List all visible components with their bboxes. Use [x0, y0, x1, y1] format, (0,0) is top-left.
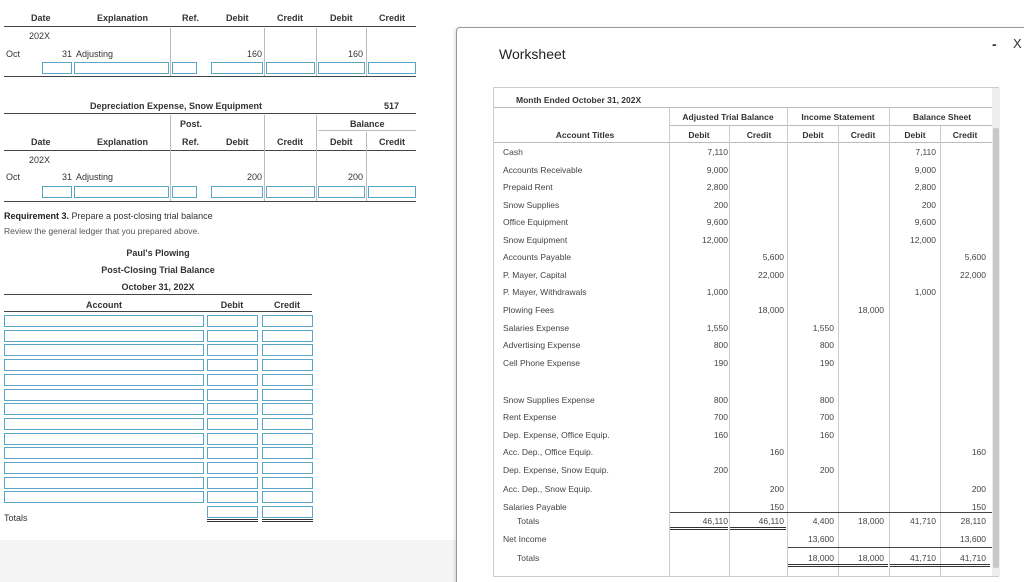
ws-net-income-is-d: 13,600 — [808, 534, 834, 544]
ledger-title: Depreciation Expense, Snow Equipment — [90, 101, 263, 111]
debit-input[interactable] — [211, 186, 263, 198]
col-ref: Ref. — [182, 13, 200, 23]
ws-row-16-atb-d: 700 — [713, 412, 728, 423]
bal-debit-input[interactable] — [318, 62, 365, 74]
tb-row-11-credit-input[interactable] — [262, 462, 313, 474]
ws-row-11-atb-d: 1,550 — [706, 322, 728, 333]
tb-row-6-credit-input[interactable] — [262, 389, 313, 401]
tb-row-3-credit-input[interactable] — [262, 344, 313, 356]
ws-row-9-atb-d: 1,000 — [706, 287, 728, 298]
ws-row-4-bs-d: 200 — [921, 199, 936, 210]
col-bal-credit: Credit — [379, 137, 406, 147]
ws-row-4-atb-d: 200 — [713, 199, 728, 210]
group-income-statement: Income Statement — [801, 112, 875, 122]
bal-credit-input[interactable] — [368, 186, 416, 198]
row-explanation: Adjusting — [76, 49, 114, 59]
ws-row-20-bs-c: 200 — [971, 484, 986, 495]
ws-row-12-account: Advertising Expense — [503, 340, 581, 351]
ws-row-2-bs-d: 9,000 — [914, 164, 936, 175]
row-month: Oct — [6, 172, 21, 182]
total-credit-input[interactable] — [262, 506, 313, 518]
col-debit: Debit — [226, 137, 249, 147]
ws-row-3-account: Prepaid Rent — [503, 182, 553, 193]
tb-row-13-debit-input[interactable] — [207, 491, 258, 503]
row-day: 31 — [62, 49, 73, 59]
ws-row-8-account: P. Mayer, Capital — [503, 269, 567, 280]
ws-row-9-account: P. Mayer, Withdrawals — [503, 287, 587, 298]
ws-row-17-is-d: 160 — [819, 429, 834, 440]
tb-row-1-debit-input[interactable] — [207, 315, 258, 327]
worksheet-period: Month Ended October 31, 202X — [516, 95, 642, 105]
ws-row-4-account: Snow Supplies — [503, 199, 560, 210]
ref-input[interactable] — [172, 62, 197, 74]
col-bs-debit: Debit — [904, 130, 926, 140]
tb-row-8-debit-input[interactable] — [207, 418, 258, 430]
trial-balance-title: Post-Closing Trial Balance — [101, 265, 215, 275]
year: 202X — [29, 155, 51, 165]
col-debit: Debit — [226, 13, 249, 23]
ws-totals-atb-c: 46,110 — [758, 516, 784, 526]
ws-row-19-atb-d: 200 — [713, 464, 728, 475]
tb-row-6-account-input[interactable] — [4, 389, 204, 401]
col-date: Date — [31, 137, 51, 147]
tb-row-2-credit-input[interactable] — [262, 330, 313, 342]
trial-balance-date: October 31, 202X — [121, 282, 195, 292]
tb-row-12-debit-input[interactable] — [207, 477, 258, 489]
col-debit: Debit — [220, 300, 244, 310]
tb-row-11-account-input[interactable] — [4, 462, 204, 474]
tb-row-12-credit-input[interactable] — [262, 477, 313, 489]
tb-row-4-debit-input[interactable] — [207, 359, 258, 371]
tb-row-10-debit-input[interactable] — [207, 447, 258, 459]
balance-label: Balance — [350, 119, 385, 129]
explanation-input[interactable] — [74, 186, 169, 198]
ws-row-7-bs-c: 5,600 — [964, 252, 986, 263]
ws-row-1-atb-d: 7,110 — [707, 147, 728, 157]
tb-row-3-debit-input[interactable] — [207, 344, 258, 356]
tb-row-2-debit-input[interactable] — [207, 330, 258, 342]
row-debit: 200 — [246, 172, 262, 182]
ws-row-8-atb-c: 22,000 — [758, 269, 784, 280]
total-debit-input[interactable] — [207, 506, 258, 518]
col-bs-credit: Credit — [952, 130, 978, 140]
ws-final-totals-is-d: 18,000 — [808, 553, 834, 563]
ws-row-2-atb-d: 9,000 — [706, 164, 728, 175]
ws-row-10-account: Plowing Fees — [503, 304, 555, 315]
ws-row-10-atb-c: 18,000 — [758, 304, 784, 315]
ws-final-totals-bs-c: 41,710 — [960, 553, 986, 563]
tb-row-2-account-input[interactable] — [4, 330, 204, 342]
ws-row-15-account: Snow Supplies Expense — [503, 394, 595, 405]
ref-input[interactable] — [172, 186, 197, 198]
close-button[interactable]: X — [1013, 36, 1022, 51]
ws-row-6-bs-d: 12,000 — [910, 234, 936, 245]
ws-row-5-bs-d: 9,600 — [914, 217, 936, 228]
ws-net-income-label: Net Income — [503, 534, 547, 544]
ws-row-21-bs-c: 150 — [971, 502, 986, 512]
ws-row-17-account: Dep. Expense, Office Equip. — [503, 429, 610, 440]
bal-debit-input[interactable] — [318, 186, 365, 198]
ws-row-2-account: Accounts Receivable — [503, 164, 583, 175]
ws-row-5-atb-d: 9,600 — [706, 217, 728, 228]
date-input[interactable] — [42, 186, 72, 198]
col-credit: Credit — [277, 13, 304, 23]
tb-row-1-account-input[interactable] — [4, 315, 204, 327]
ws-row-13-atb-d: 190 — [713, 357, 728, 368]
tb-row-4-credit-input[interactable] — [262, 359, 313, 371]
worksheet-title: Worksheet — [499, 46, 566, 62]
group-adjusted-trial-balance: Adjusted Trial Balance — [682, 112, 774, 122]
ws-row-18-atb-c: 160 — [769, 447, 784, 458]
tb-row-8-credit-input[interactable] — [262, 418, 313, 430]
ws-row-7-account: Accounts Payable — [503, 252, 572, 263]
col-date: Date — [31, 13, 51, 23]
ws-final-totals-is-c: 18,000 — [858, 553, 884, 563]
ws-totals-bs-c: 28,110 — [960, 516, 986, 526]
ws-row-18-account: Acc. Dep., Office Equip. — [503, 447, 594, 458]
ws-row-12-atb-d: 800 — [713, 340, 728, 351]
tb-row-13-credit-input[interactable] — [262, 491, 313, 503]
ws-row-16-account: Rent Expense — [503, 412, 557, 423]
tb-row-4-account-input[interactable] — [4, 359, 204, 371]
tb-row-3-account-input[interactable] — [4, 344, 204, 356]
post-label: Post. — [180, 119, 203, 129]
tb-row-9-debit-input[interactable] — [207, 433, 258, 445]
company-name: Paul's Plowing — [126, 248, 190, 258]
ws-row-11-is-d: 1,550 — [812, 322, 834, 333]
debit-input[interactable] — [211, 62, 263, 74]
ws-totals-is-c: 18,000 — [858, 516, 884, 526]
date-input[interactable] — [42, 62, 72, 74]
tb-row-9-account-input[interactable] — [4, 433, 204, 445]
ws-row-1-bs-d: 7,110 — [915, 147, 936, 157]
requirement-3 — [4, 211, 213, 221]
col-credit: Credit — [273, 300, 300, 310]
tb-row-11-debit-input[interactable] — [207, 462, 258, 474]
credit-input[interactable] — [266, 186, 315, 198]
ws-row-6-account: Snow Equipment — [503, 234, 568, 245]
ws-row-3-atb-d: 2,800 — [706, 182, 728, 193]
ws-row-19-is-d: 200 — [819, 464, 834, 475]
ws-row-16-is-d: 700 — [819, 412, 834, 423]
row-month: Oct — [6, 49, 21, 59]
ws-row-10-is-c: 18,000 — [858, 304, 884, 315]
ws-totals-bs-d: 41,710 — [910, 516, 936, 526]
tb-row-7-credit-input[interactable] — [262, 403, 313, 415]
row-balance-debit: 200 — [347, 172, 363, 182]
tb-row-10-account-input[interactable] — [4, 447, 204, 459]
ws-totals-atb-d: 46,110 — [702, 516, 728, 526]
ws-totals-label: Totals — [517, 516, 540, 526]
col-is-credit: Credit — [850, 130, 876, 140]
ws-row-6-atb-d: 12,000 — [702, 234, 728, 245]
ws-net-income-bs-c: 13,600 — [960, 534, 986, 544]
col-is-debit: Debit — [802, 130, 824, 140]
tb-row-6-debit-input[interactable] — [207, 389, 258, 401]
ws-row-13-is-d: 190 — [819, 357, 834, 368]
col-explanation: Explanation — [97, 137, 149, 147]
col-ref: Ref. — [182, 137, 200, 147]
ws-row-20-atb-c: 200 — [769, 484, 784, 495]
tb-row-7-debit-input[interactable] — [207, 403, 258, 415]
totals-label: Totals — [4, 513, 28, 523]
ledger-number: 517 — [384, 101, 400, 111]
tb-row-5-credit-input[interactable] — [262, 374, 313, 386]
ws-row-15-is-d: 800 — [819, 394, 834, 405]
ws-row-21-atb-c: 150 — [769, 502, 784, 512]
year: 202X — [29, 31, 51, 41]
ws-row-20-account: Acc. Dep., Snow Equip. — [503, 484, 593, 495]
tb-row-10-credit-input[interactable] — [262, 447, 313, 459]
ws-final-totals-label: Totals — [517, 553, 540, 563]
ws-row-17-atb-d: 160 — [713, 429, 728, 440]
col-account-titles: Account Titles — [555, 130, 615, 140]
ws-final-totals-bs-d: 41,710 — [910, 553, 936, 563]
ws-row-19-account: Dep. Expense, Snow Equip. — [503, 464, 609, 475]
col-atb-credit: Credit — [746, 130, 772, 140]
row-debit: 160 — [246, 49, 262, 59]
ws-row-5-account: Office Equipment — [503, 217, 569, 228]
col-atb-debit: Debit — [688, 130, 710, 140]
ws-row-15-atb-d: 800 — [713, 394, 728, 405]
ws-row-12-is-d: 800 — [819, 340, 834, 351]
tb-row-1-credit-input[interactable] — [262, 315, 313, 327]
col-explanation: Explanation — [97, 13, 149, 23]
ws-row-7-atb-c: 5,600 — [762, 252, 784, 263]
row-balance-debit: 160 — [347, 49, 363, 59]
requirement-subtext: Review the general ledger that you prepared above. — [4, 226, 200, 236]
requirement-text: Prepare a post-closing trial balance — [69, 211, 213, 221]
tb-row-5-account-input[interactable] — [4, 374, 204, 386]
ws-row-8-bs-c: 22,000 — [960, 269, 986, 280]
tb-row-5-debit-input[interactable] — [207, 374, 258, 386]
tb-row-12-account-input[interactable] — [4, 477, 204, 489]
col-credit: Credit — [277, 137, 304, 147]
credit-input[interactable] — [266, 62, 315, 74]
ws-totals-is-d: 4,400 — [812, 516, 834, 526]
group-balance-sheet: Balance Sheet — [912, 112, 972, 122]
bal-credit-input[interactable] — [368, 62, 416, 74]
tb-row-7-account-input[interactable] — [4, 403, 204, 415]
col-bal-credit: Credit — [379, 13, 406, 23]
row-day: 31 — [62, 172, 73, 182]
ws-row-1-account: Cash — [503, 147, 523, 157]
col-bal-debit: Debit — [330, 137, 353, 147]
ws-row-21-account: Salaries Payable — [503, 502, 567, 512]
ws-row-3-bs-d: 2,800 — [914, 182, 936, 193]
col-bal-debit: Debit — [330, 13, 353, 23]
worksheet-scroll-thumb[interactable] — [993, 128, 999, 568]
tb-row-8-account-input[interactable] — [4, 418, 204, 430]
explanation-input[interactable] — [74, 62, 169, 74]
ws-row-13-account: Cell Phone Expense — [503, 357, 581, 368]
tb-row-13-account-input[interactable] — [4, 491, 204, 503]
ws-row-9-bs-d: 1,000 — [914, 287, 936, 298]
row-explanation: Adjusting — [76, 172, 114, 182]
minimize-button[interactable]: - — [992, 36, 997, 52]
tb-row-9-credit-input[interactable] — [262, 433, 313, 445]
requirement-label: Requirement 3. — [4, 211, 70, 221]
ws-row-18-bs-c: 160 — [971, 447, 986, 458]
ws-row-11-account: Salaries Expense — [503, 322, 570, 333]
col-account: Account — [86, 300, 122, 310]
